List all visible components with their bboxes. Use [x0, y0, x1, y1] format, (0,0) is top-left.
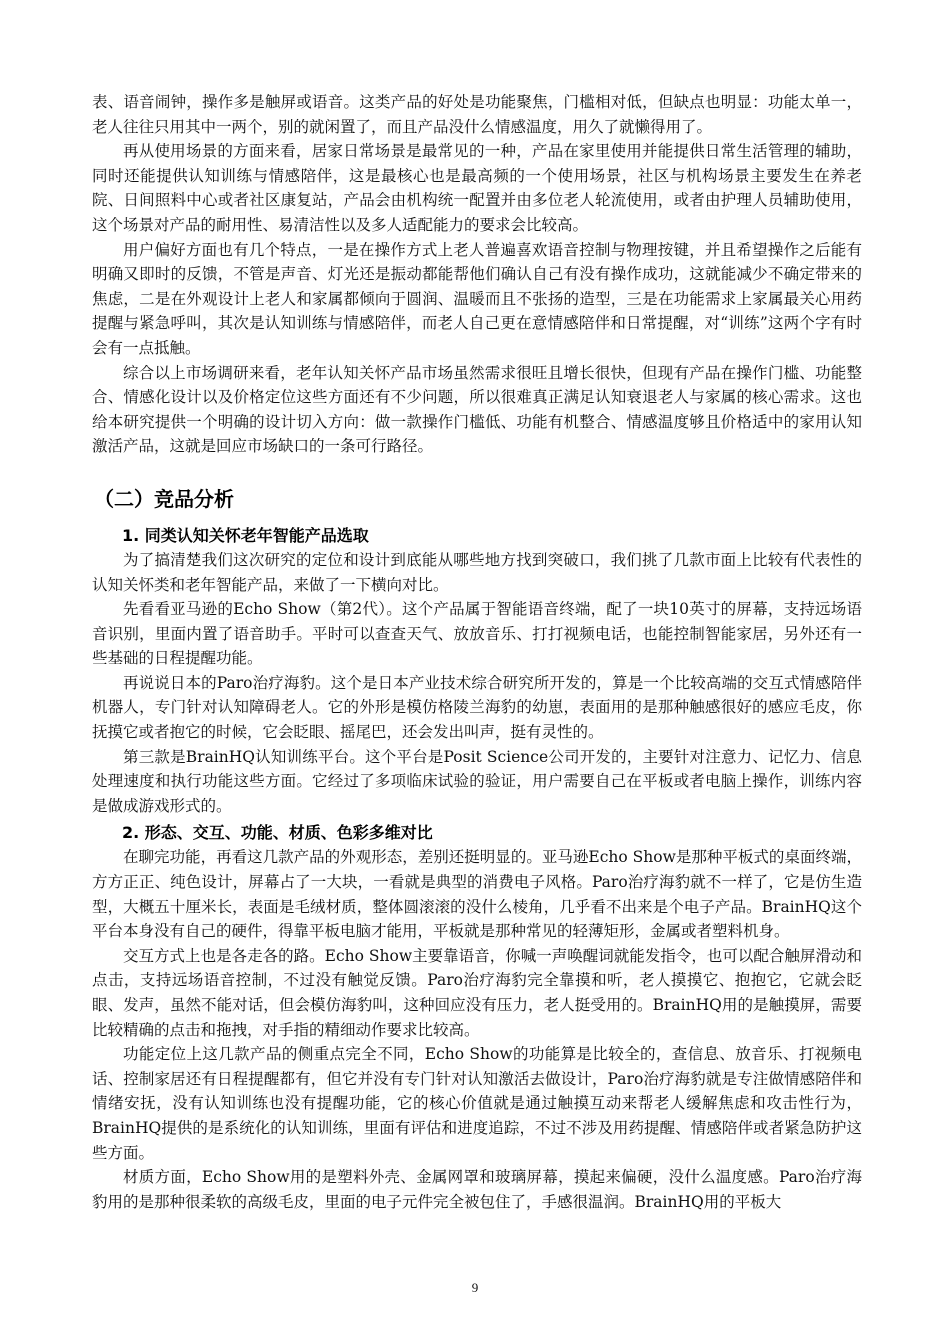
paragraph-selection-intro: 为了搞清楚我们这次研究的定位和设计到底能从哪些地方找到突破口，我们挑了几款市面上比较有代表性的认知关怀类和老年智能产品，来做了一下横向对比。 [92, 550, 862, 594]
paragraph-user-preferences: 用户偏好方面也有几个特点，一是在操作方式上老人普遍喜欢语音控制与物理按键，并且希望操作之后能有明确又即时的反馈，不管是声音、灯光还是振动都能帮他们确认自己有没有操作成功，这就能减少不确定带来的焦虑，二是在外观设计上老人和家属都倾向于圆润、温暖而且不张扬的造型，三是在功能需求上家属最关心用药提醒与紧急呼叫，其次是认知训练与情感陪伴，而老人自己更在意情感陪伴和日常提醒，对“训练”这两个字有时会有一点抵触。 [92, 240, 862, 357]
paragraph-brainhq: 第三款是BrainHQ认知训练平台。这个平台是Posit Science公司开发的，主要针对注意力、记忆力、信息处理速度和执行功能这些方面。它经过了多项临床试验的验证，用户需要自己在平板或者电脑上操作，训练内容是做成游戏形式的。 [92, 747, 862, 815]
paragraph-form-comparison: 在聊完功能，再看这几款产品的外观形态，差别还挺明显的。亚马逊Echo Show是那种平板式的桌面终端，方方正正、纯色设计，屏幕占了一大块，一看就是典型的消费电子风格。Paro治疗海豹就不一样了，它是仿生造型，大概五十厘米长，表面是毛绒材质，整体圆滚滚的没什么棱角，几乎看不出来是个电子产品。BrainHQ这个平台本身没有自己的硬件，得靠平板电脑才能用，平板就是那种常见的轻薄矩形，金属或者塑料机身。 [92, 848, 862, 941]
page-number: 9 [471, 1280, 479, 1295]
paragraph-interaction-comparison: 交互方式上也是各走各的路。Echo Show主要靠语音，你喊一声唤醒词就能发指令，也可以配合触屏滑动和点击，支持远场语音控制，不过没有触觉反馈。Paro治疗海豹完全靠摸和听，老人摸摸它、抱抱它，它就会眨眼、发声，虽然不能对话，但会模仿海豹叫，这种回应没有压力，老人挺受用的。BrainHQ用的是触摸屏，需要比较精确的点击和拖拽，对手指的精细动作要求比较高。 [92, 946, 862, 1039]
section-heading-competitor-analysis: （二）竞品分析 [94, 486, 234, 511]
subheading-product-selection: 1. 同类认知关怀老年智能产品选取 [122, 525, 369, 545]
subheading-multidimensional-comparison: 2. 形态、交互、功能、材质、色彩多维对比 [122, 823, 433, 843]
paragraph-function-comparison: 功能定位上这几款产品的侧重点完全不同，Echo Show的功能算是比较全的，查信息、放音乐、打视频电话、控制家居还有日程提醒都有，但它并没有专门针对认知激活去做设计，Paro治疗海豹就是专注做情感陪伴和情绪安抚，没有认知训练也没有提醒功能，它的核心价值就是通过触摸互动来帮老人缓解焦虑和攻击性行为，BrainHQ提供的是系统化的认知训练，里面有评估和进度追踪，不过不涉及用药提醒、情感陪伴或者紧急防护这些方面。 [92, 1045, 862, 1162]
paragraph-material-comparison: 材质方面，Echo Show用的是塑料外壳、金属网罩和玻璃屏幕，摸起来偏硬，没什么温度感。Paro治疗海豹用的是那种很柔软的高级毛皮，里面的电子元件完全被包住了，手感很温润。BrainHQ用的平板大 [92, 1168, 862, 1211]
paragraph-usage-scenarios: 再从使用场景的方面来看，居家日常场景是最常见的一种，产品在家里使用并能提供日常生活管理的辅助，同时还能提供认知训练与情感陪伴，这是最核心也是最高频的一个使用场景，社区与机构场景主要发生在养老院、日间照料中心或者社区康复站，产品会由机构统一配置并由多位老人轮流使用，或者由护理人员辅助使用，这个场景对产品的耐用性、易清洁性以及多人适配能力的要求会比较高。 [92, 142, 862, 234]
paragraph-market-summary: 综合以上市场调研来看，老年认知关怀产品市场虽然需求很旺且增长很快，但现有产品在操作门槛、功能整合、情感化设计以及价格定位这些方面还有不少问题，所以很难真正满足认知衰退老人与家属的核心需求。这也给本研究提供一个明确的设计切入方向：做一款操作门槛低、功能有机整合、情感温度够且价格适中的家用认知激活产品，这就是回应市场缺口的一条可行路径。 [92, 363, 862, 456]
paragraph-echo-show: 先看看亚马逊的Echo Show（第2代）。这个产品属于智能语音终端，配了一块10英寸的屏幕，支持远场语音识别，里面内置了语音助手。平时可以查查天气、放放音乐、打打视频电话，也能控制智能家居，另外还有一些基础的日程提醒功能。 [92, 600, 862, 668]
paragraph-paro: 再说说日本的Paro治疗海豹。这个是日本产业技术综合研究所开发的，算是一个比较高端的交互式情感陪伴机器人，专门针对认知障碍老人。它的外形是模仿格陵兰海豹的幼崽，表面用的是那种触感很好的感应毛皮，你抚摸它或者抱它的时候，它会眨眼、摇尾巴，还会发出叫声，挺有灵性的。 [92, 673, 862, 742]
document-page [92, 90, 862, 1214]
paragraph-continued: 表、语音闹钟，操作多是触屏或语音。这类产品的好处是功能聚焦，门槛相对低，但缺点也明显：功能太单一，老人往往只用其中一两个，别的就闲置了，而且产品没什么情感温度，用久了就懒得用了。 [92, 93, 862, 136]
